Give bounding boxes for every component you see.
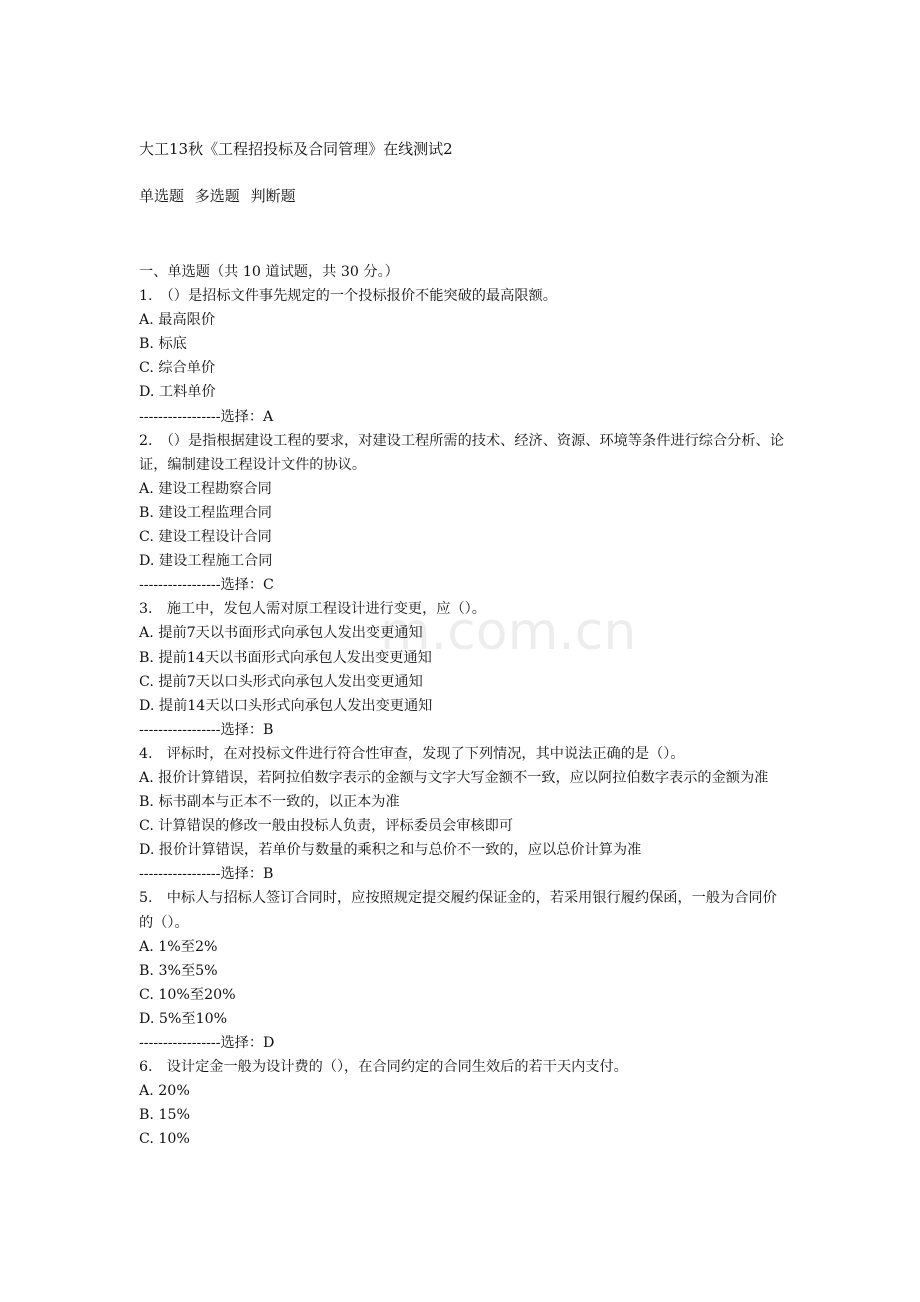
answer-option: D. 提前14天以口头形式向承包人发出变更通知 (139, 697, 433, 714)
question-stem: 4. 评标时，在对投标文件进行符合性审查，发现了下列情况，其中说法正确的是（）。 (139, 745, 685, 762)
answer-option: A. 1%至2% (139, 938, 218, 955)
answer-key: -----------------选择：B (139, 866, 274, 883)
answer-key: -----------------选择：A (139, 408, 274, 425)
answer-option: B. 标底 (139, 336, 187, 353)
doc-title: 大工13秋《工程招投标及合同管理》在线测试2 (139, 140, 453, 158)
answer-option: D. 报价计算错误，若单价与数量的乘积之和与总价不一致的，应以总价计算为准 (139, 842, 642, 859)
answer-option: C. 10%至20% (139, 986, 236, 1003)
tab-true-false[interactable]: 判断题 (250, 187, 296, 205)
question-stem: 5. 中标人与招标人签订合同时，应按照规定提交履约保证金的，若采用银行履约保函，一般为合同价的（）。 (139, 890, 777, 931)
answer-option: D. 建设工程施工合同 (139, 553, 273, 570)
question-stem: 1. （）是招标文件事先规定的一个投标报价不能突破的最高限额。 (139, 288, 557, 305)
answer-option: C. 综合单价 (139, 360, 216, 377)
answer-option: A. 报价计算错误，若阿拉伯数字表示的金额与文字大写金额不一致，应以阿拉伯数字表示的金额为准 (139, 769, 769, 786)
answer-option: C. 提前7天以口头形式向承包人发出变更通知 (139, 673, 423, 690)
answer-option: B. 建设工程监理合同 (139, 504, 272, 521)
answer-option: D. 工料单价 (139, 384, 216, 401)
question-item (139, 597, 789, 742)
question-stem: 3. 施工中，发包人需对原工程设计进行变更，应（）。 (139, 601, 486, 618)
answer-option: C. 计算错误的修改一般由投标人负责，评标委员会审核即可 (139, 818, 514, 835)
question-body (139, 260, 789, 1151)
answer-option: A. 建设工程勘察合同 (139, 480, 272, 497)
answer-option: A. 20% (139, 1083, 190, 1100)
question-stem: 2. （）是指根据建设工程的要求，对建设工程所需的技术、经济、资源、环境等条件进行综合分析、论证，编制建设工程设计文件的协议。 (139, 432, 784, 473)
question-list (139, 284, 789, 1151)
answer-option: B. 3%至5% (139, 962, 218, 979)
answer-option: A. 最高限价 (139, 312, 216, 329)
answer-option: B. 标书副本与正本不一致的，以正本为准 (139, 794, 400, 811)
question-type-tabs (139, 186, 302, 206)
section-header: 一、单选题（共 10 道试题，共 30 分。） (139, 264, 399, 280)
answer-key: -----------------选择：B (139, 721, 274, 738)
answer-option: B. 提前14天以书面形式向承包人发出变更通知 (139, 649, 432, 666)
question-item (139, 886, 789, 1055)
question-item (139, 429, 789, 598)
answer-option: B. 15% (139, 1107, 190, 1124)
answer-option: A. 提前7天以书面形式向承包人发出变更通知 (139, 625, 423, 642)
answer-key: -----------------选择：C (139, 577, 274, 594)
question-item (139, 284, 789, 429)
answer-option: C. 10% (139, 1131, 190, 1148)
answer-option: C. 建设工程设计合同 (139, 529, 272, 546)
tab-multiple-choice[interactable]: 多选题 (194, 187, 240, 205)
question-item (139, 742, 789, 887)
question-stem: 6. 设计定金一般为设计费的（），在合同约定的合同生效后的若干天内支付。 (139, 1059, 628, 1076)
tab-single-choice[interactable]: 单选题 (139, 187, 185, 205)
answer-key: -----------------选择：D (139, 1035, 275, 1051)
answer-option: D. 5%至10% (139, 1010, 228, 1027)
question-item (139, 1055, 789, 1151)
watermark: m.com.cn (380, 602, 637, 662)
